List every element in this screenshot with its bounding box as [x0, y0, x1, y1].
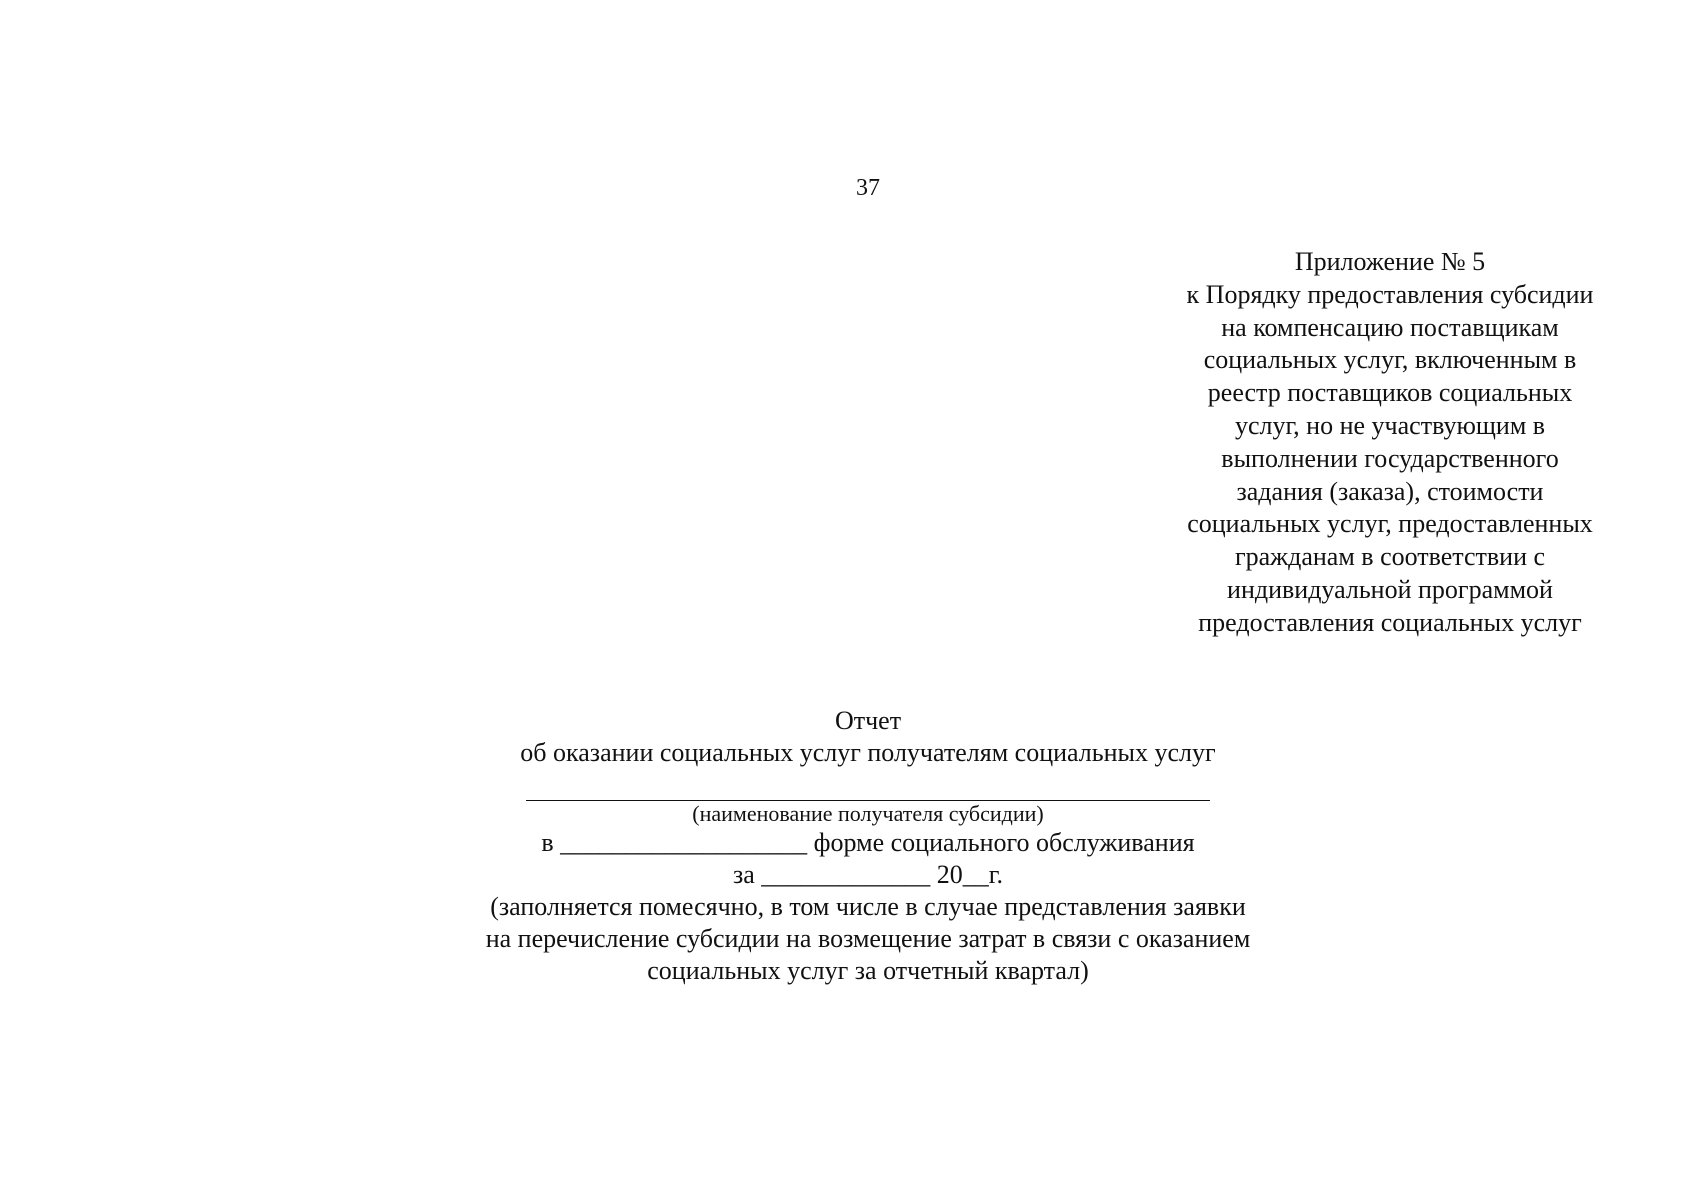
appendix-title: Приложение № 5 — [1294, 247, 1486, 276]
page-number: 37 — [856, 175, 880, 201]
appendix-block — [1160, 246, 1620, 640]
recipient-blank-line[interactable] — [300, 769, 1436, 801]
recipient-caption: (наименование получателя субсидии) — [692, 801, 1044, 826]
report-title: Отчет — [834, 706, 902, 735]
appendix-line: социальных услуг, предоставленных — [1187, 509, 1593, 539]
appendix-line: реестр поставщиков социальных — [1207, 378, 1573, 408]
form-line: в ___________________ форме социального обслуживания — [541, 828, 1195, 857]
appendix-line: задания (заказа), стоимости — [1236, 476, 1544, 506]
appendix-line: услуг, но не участвующим в — [1234, 410, 1546, 440]
note-line: социальных услуг за отчетный квартал) — [647, 956, 1089, 985]
appendix-line: социальных услуг, включенным в — [1203, 345, 1577, 375]
note-line: (заполняется помесячно, в том числе в случае представления заявки — [490, 892, 1246, 921]
report-block — [300, 705, 1436, 987]
appendix-line: к Порядку предоставления субсидии — [1186, 279, 1594, 309]
appendix-line: предоставления социальных услуг — [1198, 607, 1582, 637]
note-line: на перечисление субсидии на возмещение затрат в связи с оказанием — [485, 924, 1251, 953]
period-line: за _____________ 20__г. — [732, 860, 1004, 889]
appendix-line: индивидуальной программой — [1227, 574, 1553, 604]
appendix-line: выполнении государственного — [1221, 443, 1559, 473]
report-subtitle: об оказании социальных услуг получателям социальных услуг — [520, 738, 1216, 767]
appendix-line: гражданам в соответствии с — [1234, 542, 1546, 572]
appendix-line: на компенсацию поставщикам — [1221, 312, 1559, 342]
